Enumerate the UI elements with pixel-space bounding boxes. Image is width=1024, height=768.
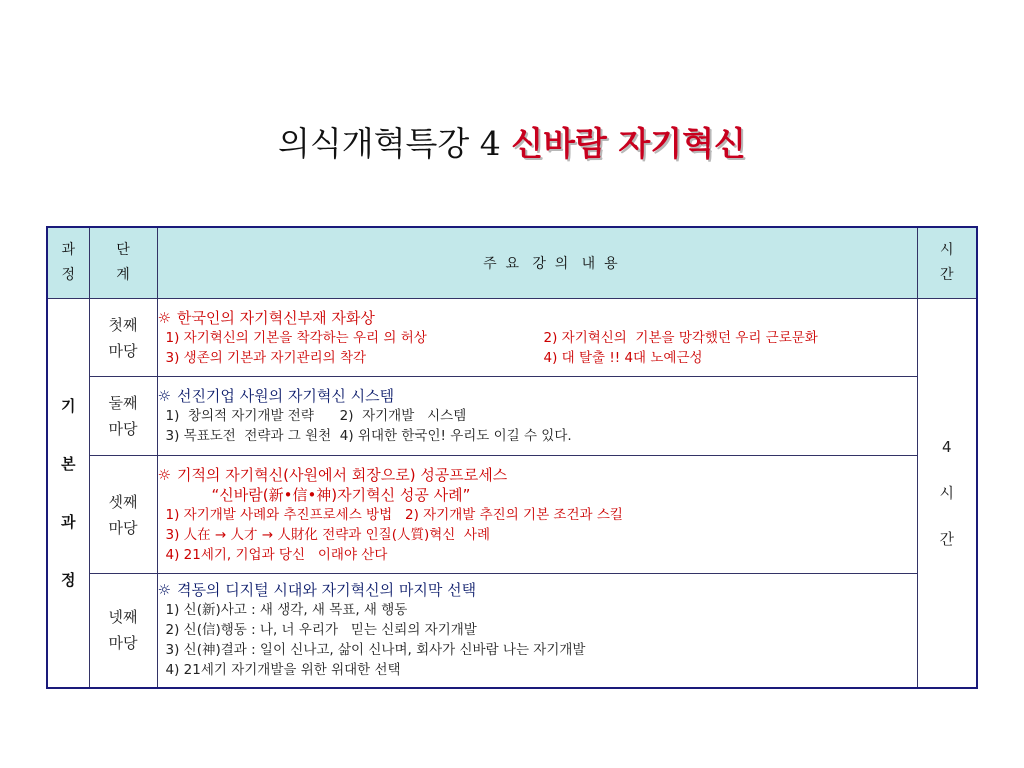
- table-row: [47, 299, 977, 377]
- table-row: [47, 456, 977, 574]
- heading-text: 한국인의 자기혁신부재 자화상: [176, 308, 375, 327]
- header-time: [917, 227, 977, 299]
- header-stage-char: 계: [116, 267, 130, 283]
- section-subheading: “신바람(新•信•神)자기혁신 성공 사례”: [211, 485, 471, 504]
- content-cell: [157, 574, 917, 688]
- content-cell: [157, 299, 917, 377]
- table-header-row: [47, 227, 977, 299]
- stage-label: 셋째: [108, 492, 138, 511]
- content-line: 4) 21세기, 기업과 당신 이래야 산다: [165, 546, 388, 563]
- heading-text: 선진기업 사원의 자기혁신 시스템: [176, 387, 395, 405]
- section-heading: [158, 308, 917, 328]
- sun-icon: ☼: [157, 387, 171, 405]
- sun-icon: ☼: [157, 308, 171, 327]
- header-content-label: 주 요 강 의 내 용: [483, 256, 618, 272]
- time-char: 4: [941, 437, 952, 456]
- stage-cell: [89, 574, 157, 688]
- stage-label: 둘째: [108, 394, 138, 412]
- content-line: 3) 人在 → 人才 → 人財化 전략과 인질(人質)혁신 사례: [165, 526, 491, 543]
- section-heading: [158, 465, 917, 485]
- process-label: [47, 299, 89, 688]
- table-row: [47, 377, 977, 456]
- stage-label: 마당: [108, 341, 138, 360]
- content-line-left: 3) 생존의 기본과 자기관리의 착각: [165, 349, 367, 366]
- stage-label: 마당: [108, 420, 138, 438]
- header-process-char: 정: [61, 267, 76, 283]
- content-line-right: 2) 자기혁신의 기본을 망각했던 우리 근로문화: [543, 329, 818, 346]
- content-line: 2) 신(信)행동 : 나, 너 우리가 믿는 신뢰의 자기개발: [165, 622, 477, 639]
- content-cell: [157, 377, 917, 456]
- content-line: 3) 목표도전 전략과 그 원천 4) 위대한 한국인! 우리도 이길 수 있다.: [165, 428, 572, 444]
- content-cell: [157, 456, 917, 574]
- time-char: 시: [939, 483, 954, 502]
- process-char: 본: [61, 454, 76, 473]
- process-char: 기: [61, 396, 76, 415]
- content-line: [158, 348, 917, 368]
- stage-cell: [89, 456, 157, 574]
- stage-label: 넷째: [108, 608, 138, 627]
- header-time-char: 시: [939, 242, 954, 258]
- title-prefix: 의식개혁특강 4: [278, 124, 512, 163]
- table-row: [47, 574, 977, 688]
- content-line: 1) 창의적 자기개발 전략 2) 자기개발 시스템: [165, 408, 467, 424]
- content-line: 1) 자기개발 사례와 추진프로세스 방법 2) 자기개발 추진의 기본 조건과 스킬: [165, 506, 623, 523]
- sun-icon: ☼: [157, 581, 171, 600]
- heading-text: 격동의 디지털 시대와 자기혁신의 마지막 선택: [176, 581, 477, 600]
- section-heading: [158, 580, 917, 600]
- stage-label: 마당: [108, 518, 138, 537]
- header-content: [157, 227, 917, 299]
- stage-label: 첫째: [108, 315, 138, 334]
- content-line-right: 4) 대 탈출 !! 4대 노예근성: [543, 349, 703, 366]
- header-time-char: 간: [939, 267, 954, 283]
- time-char: 간: [939, 529, 954, 548]
- stage-label: 마당: [108, 634, 138, 653]
- sun-icon: ☼: [157, 465, 171, 484]
- header-process-char: 과: [61, 242, 76, 258]
- curriculum-table: [46, 226, 978, 689]
- title-highlight: 신바람 자기혁신: [511, 124, 746, 163]
- content-line: 4) 21세기 자기개발을 위한 위대한 선택: [165, 662, 401, 679]
- header-stage-char: 단: [116, 242, 130, 258]
- stage-cell: [89, 299, 157, 377]
- page-title: [0, 118, 1024, 165]
- header-process: [47, 227, 89, 299]
- stage-cell: [89, 377, 157, 456]
- time-label: [917, 299, 977, 688]
- header-stage: [89, 227, 157, 299]
- heading-text: 기적의 자기혁신(사원에서 회장으로) 성공프로세스: [176, 465, 508, 484]
- content-line: 1) 신(新)사고 : 새 생각, 새 목표, 새 행동: [165, 602, 408, 619]
- section-heading: [158, 386, 917, 406]
- process-char: 과: [61, 512, 76, 531]
- content-line: [158, 328, 917, 348]
- content-line-left: 1) 자기혁신의 기본을 착각하는 우리 의 허상: [165, 329, 427, 346]
- process-char: 정: [61, 570, 76, 589]
- content-line: 3) 신(神)결과 : 일이 신나고, 삶이 신나며, 회사가 신바람 나는 자기개발: [165, 642, 586, 659]
